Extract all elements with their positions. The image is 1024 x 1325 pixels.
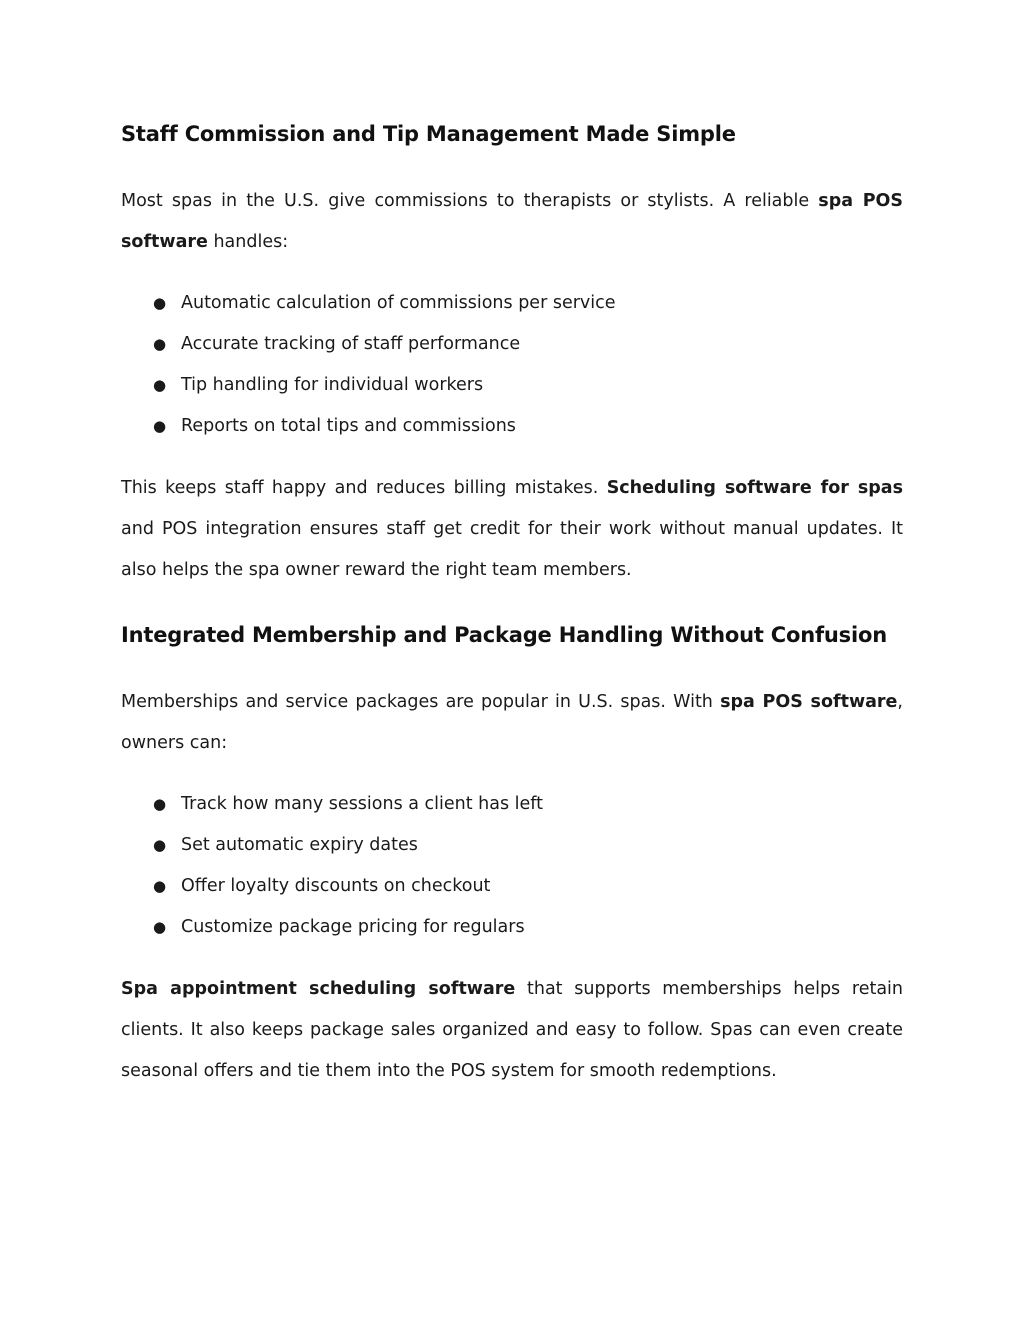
paragraph-membership-intro	[121, 682, 903, 764]
list-item-text: Track how many sessions a client has left	[181, 794, 544, 814]
list-item	[121, 283, 903, 324]
list-item	[121, 907, 903, 948]
paragraph-text: that supports memberships helps retain clients. It also keeps package sales organized and easy to follow. Spas can even create seasonal offers and tie them into the POS system for smooth redemptions.	[121, 979, 903, 1081]
bullet-icon: ●	[153, 877, 167, 895]
bold-keyword: Spa appointment scheduling software	[121, 979, 516, 999]
bullet-icon: ●	[153, 335, 167, 353]
bold-keyword: Scheduling software for spas	[606, 478, 903, 498]
list-item	[121, 406, 903, 447]
bullet-list-commission	[121, 283, 903, 447]
paragraph-text: , owners can:	[121, 692, 903, 753]
paragraph-membership-closing	[121, 969, 903, 1092]
bullet-icon: ●	[153, 795, 167, 813]
list-item	[121, 825, 903, 866]
bold-keyword: spa POS software	[720, 692, 898, 712]
paragraph-commission-closing	[121, 468, 903, 591]
paragraph-text: and POS integration ensures staff get credit for their work without manual updates. It also helps the spa owner reward the right team members.	[121, 519, 903, 580]
paragraph-commission-intro	[121, 181, 903, 263]
bullet-icon: ●	[153, 918, 167, 936]
list-item	[121, 866, 903, 907]
bullet-icon: ●	[153, 376, 167, 394]
paragraph-text: This keeps staff happy and reduces billing mistakes.	[121, 478, 607, 498]
section-heading-commission: Staff Commission and Tip Management Made Simple	[121, 122, 736, 146]
section-heading-membership: Integrated Membership and Package Handling Without Confusion	[121, 623, 887, 647]
bullet-icon: ●	[153, 294, 167, 312]
list-item-text: Set automatic expiry dates	[181, 835, 418, 855]
bullet-list-membership	[121, 784, 903, 948]
bold-keyword: spa POS software	[121, 191, 903, 252]
paragraph-text: Memberships and service packages are popular in U.S. spas. With	[121, 692, 721, 712]
list-item-text: Reports on total tips and commissions	[181, 416, 516, 436]
list-item-text: Automatic calculation of commissions per service	[181, 293, 616, 313]
bullet-icon: ●	[153, 417, 167, 435]
list-item-text: Tip handling for individual workers	[181, 375, 484, 395]
list-item-text: Accurate tracking of staff performance	[181, 334, 521, 354]
paragraph-text: Most spas in the U.S. give commissions to therapists or stylists. A reliable	[121, 191, 819, 211]
list-item-text: Customize package pricing for regulars	[181, 917, 525, 937]
list-item	[121, 784, 903, 825]
list-item	[121, 365, 903, 406]
list-item	[121, 324, 903, 365]
bullet-icon: ●	[153, 836, 167, 854]
paragraph-text: handles:	[207, 232, 289, 252]
list-item-text: Offer loyalty discounts on checkout	[181, 876, 491, 896]
